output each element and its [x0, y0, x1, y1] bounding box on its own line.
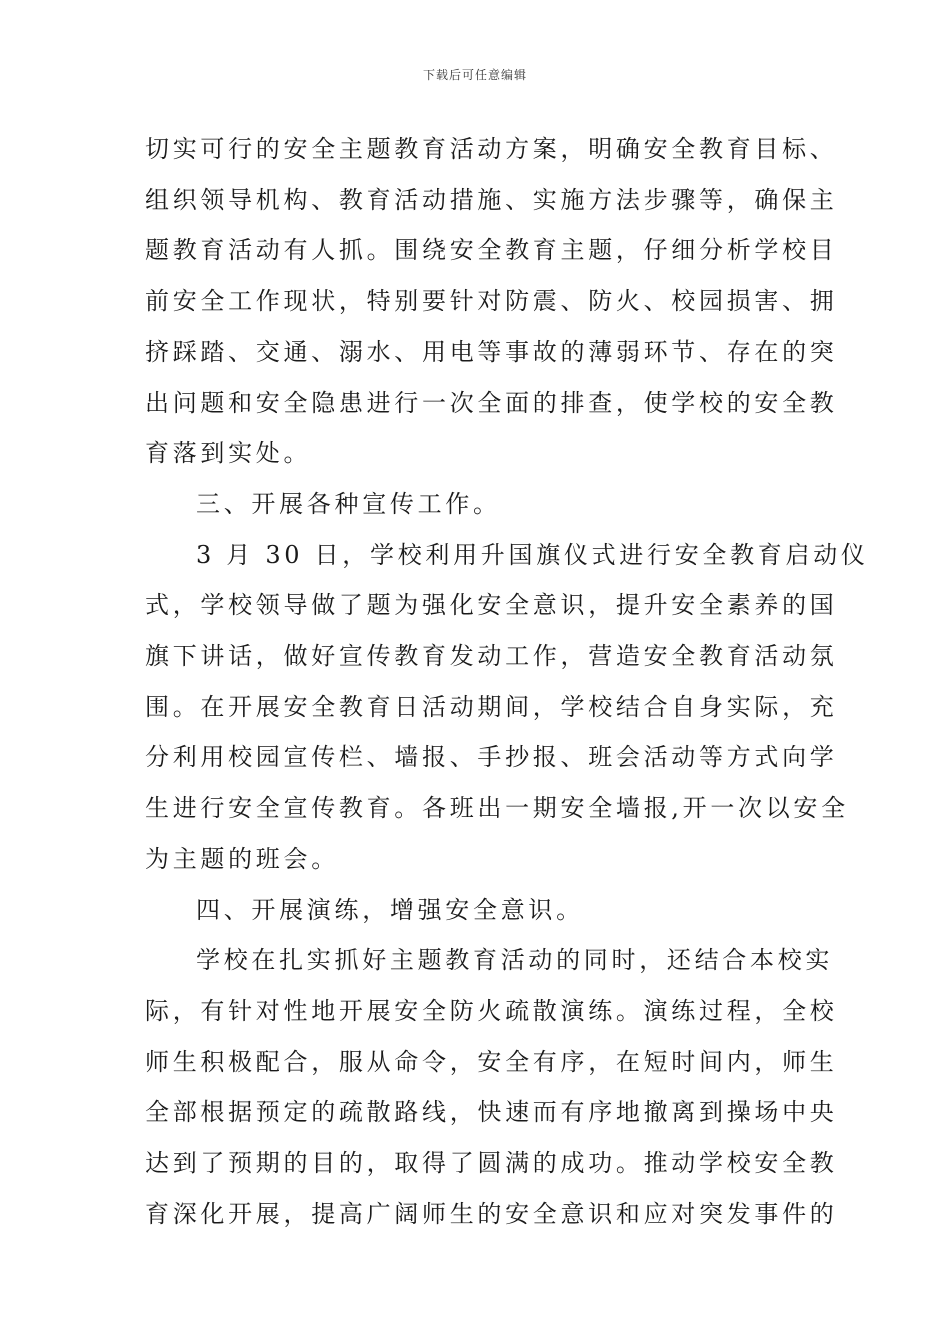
text-line: 际，有针对性地开展安全防火疏散演练。演练过程，全校 [145, 996, 838, 1025]
text-line: 育深化开展，提高广阔师生的安全意识和应对突发事件的 [145, 1199, 838, 1228]
text-line: 式，学校领导做了题为强化安全意识，提升安全素养的国 [145, 591, 838, 620]
paragraph-2 [145, 530, 869, 885]
text-line: 切实可行的安全主题教育活动方案，明确安全教育目标、 [145, 135, 838, 163]
text-line: 组织领导机构、教育活动措施、实施方法步骤等，确保主 [145, 185, 838, 214]
text-line: 师生积极配合，服从命令，安全有序，在短时间内，师生 [145, 1047, 838, 1076]
text-line: 生进行安全宣传教育。各班出一期安全墙报,开一次以安全 [145, 794, 849, 823]
text-line: 题教育活动有人抓。围绕安全教育主题，仔细分析学校目 [145, 236, 838, 265]
text-line: 为主题的班会。 [145, 844, 339, 873]
text-line: 围。在开展安全教育日活动期间，学校结合自身实际，充 [145, 692, 838, 721]
text-line: 出问题和安全隐患进行一次全面的排查，使学校的安全教 [145, 388, 838, 417]
text-line: 三、开展各种宣传工作。 [196, 489, 501, 518]
text-line: 达到了预期的目的，取得了圆满的成功。推动学校安全教 [145, 1149, 838, 1178]
paragraph-1 [145, 124, 838, 479]
text-line: 3 月 30 日，学校利用升国旗仪式进行安全教育启动仪 [196, 540, 869, 569]
text-line: 分利用校园宣传栏、墙报、手抄报、班会活动等方式向学 [145, 743, 838, 772]
text-line: 全部根据预定的疏散路线，快速而有序地撤离到操场中央 [145, 1098, 838, 1127]
page-header: 下载后可任意编辑 [422, 68, 527, 82]
paragraph-3 [145, 935, 838, 1239]
document-body [145, 124, 869, 1239]
text-line: 育落到实处。 [145, 439, 312, 468]
section-heading-3 [145, 479, 809, 530]
text-line: 挤踩踏、交通、溺水、用电等事故的薄弱环节、存在的突 [145, 337, 838, 366]
text-line: 旗下讲话，做好宣传教育发动工作，营造安全教育活动氛 [145, 642, 838, 671]
text-line: 四、开展演练，增强安全意识。 [196, 895, 584, 924]
text-line: 学校在扎实抓好主题教育活动的同时，还结合本校实 [196, 946, 834, 975]
text-line: 前安全工作现状，特别要针对防震、防火、校园损害、拥 [145, 287, 838, 316]
section-heading-4 [145, 885, 809, 936]
